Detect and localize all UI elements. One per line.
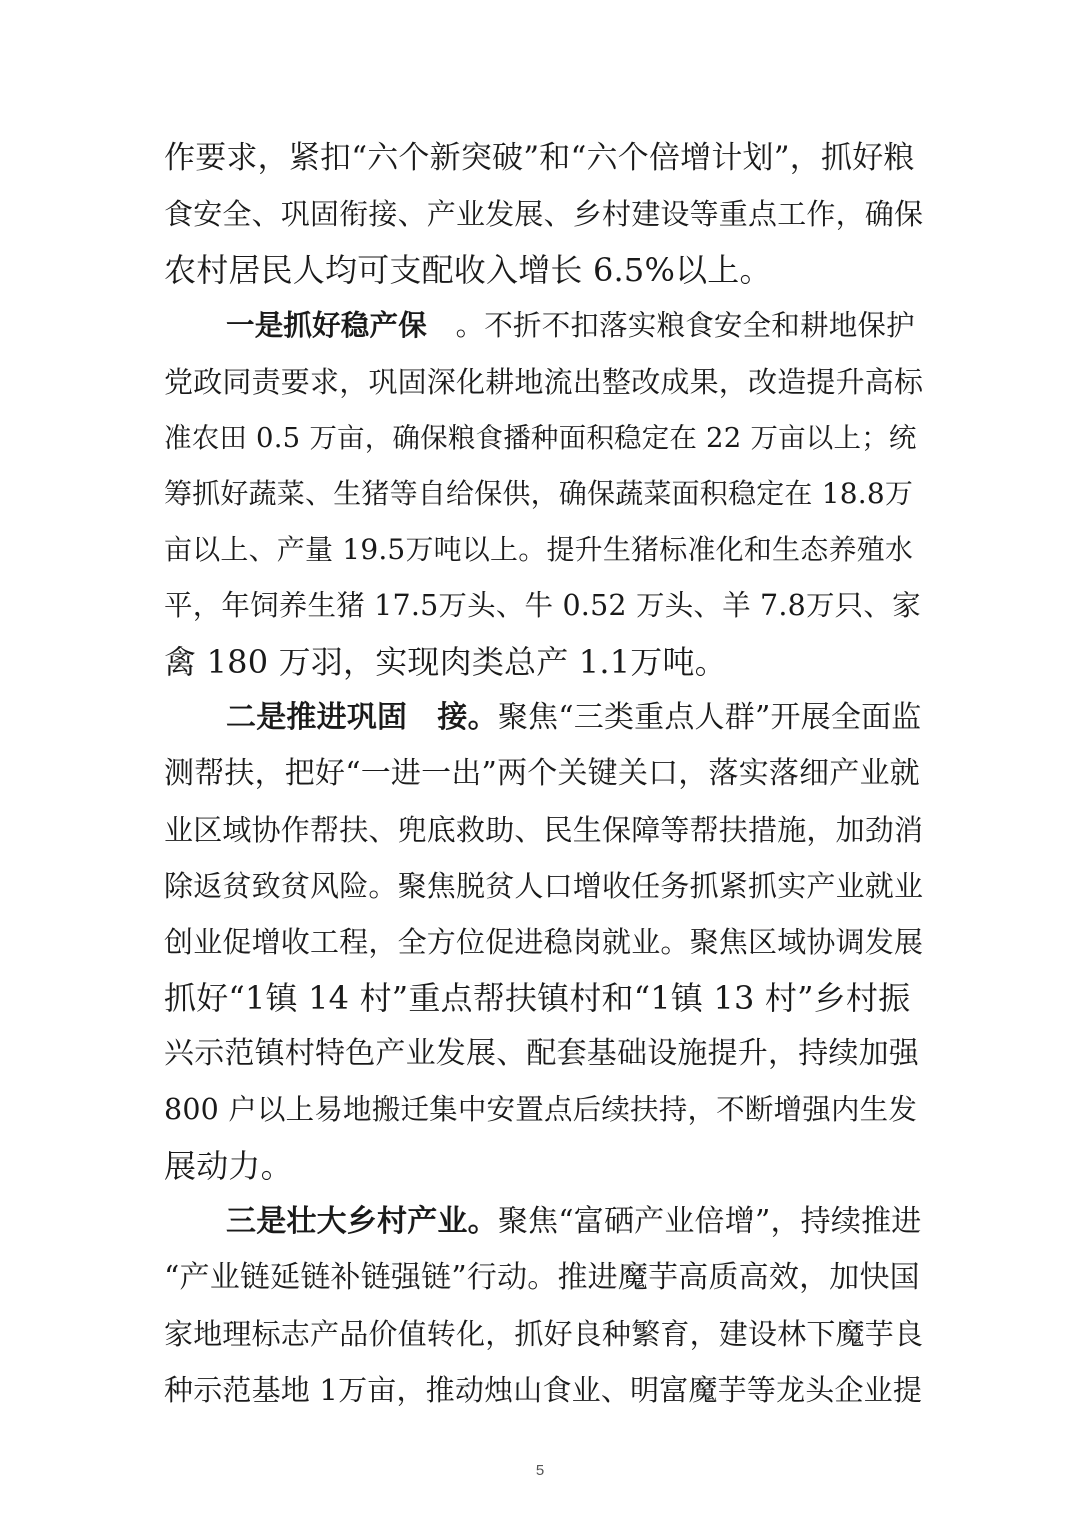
paragraph-heading: 一是抓好稳产保 xyxy=(226,309,456,342)
text-line: 亩以上、产量 19.5万吨以上。提升生猪标准化和生态养殖水 xyxy=(164,533,914,566)
text-line: 创业促增收工程，全方位促进稳岗就业。聚焦区域协调发展 xyxy=(164,925,924,959)
text-line: 筹抓好蔬菜、生猪等自给保供，确保蔬菜面积稳定在 18.8万 xyxy=(164,477,914,510)
text-line: 食安全、巩固衔接、产业发展、乡村建设等重点工作，确保 xyxy=(164,197,924,231)
text-line: 800 户以上易地搬迁集中安置点后续扶持，不断增强内生发 xyxy=(164,1093,918,1126)
text-line: 展动力。 xyxy=(164,1147,293,1185)
paragraph-text: 聚焦“富硒产业倍增”，持续推进 xyxy=(497,1204,922,1239)
text-line xyxy=(226,306,924,346)
paragraph-text: 。不折不扣落实粮食安全和耕地保护 xyxy=(455,309,915,342)
text-line: 业区域协作帮扶、兜底救助、民生保障等帮扶措施，加劲消 xyxy=(164,813,924,847)
text-line: “产业链延链补链强链”行动。推进魔芋高质高效，加快国 xyxy=(164,1260,920,1295)
text-line xyxy=(226,698,924,738)
text-line: 种示范基地 1万亩，推动烛山食业、明富魔芋等龙头企业提 xyxy=(164,1373,923,1407)
text-line: 平，年饲养生猪 17.5万头、牛 0.52 万头、羊 7.8万只、家 xyxy=(164,589,921,622)
text-line: 家地理标志产品价值转化，抓好良种繁育，建设林下魔芋良 xyxy=(164,1317,924,1351)
text-line: 除返贫致贫风险。聚焦脱贫人口增收任务抓紧抓实产业就业 xyxy=(164,869,924,903)
text-line: 抓好“1镇 14 村”重点帮扶镇村和“1镇 13 村”乡村振 xyxy=(164,979,911,1017)
paragraph-heading: 二是推进巩固 接。 xyxy=(226,700,498,735)
page-number: 5 xyxy=(535,1462,545,1479)
paragraph-heading: 三是壮大乡村产业。 xyxy=(226,1204,498,1239)
text-line: 作要求，紧扣“六个新突破”和“六个倍增计划”，抓好粮 xyxy=(164,140,915,176)
text-line: 测帮扶，把好“一进一出”两个关键关口，落实落细产业就 xyxy=(164,756,920,791)
paragraph-text: 聚焦“三类重点人群”开展全面监 xyxy=(497,700,922,735)
text-line: 农村居民人均可支配收入增长 6.5%以上。 xyxy=(164,251,772,289)
text-line: 准农田 0.5 万亩，确保粮食播种面积稳定在 22 万亩以上；统 xyxy=(164,422,917,454)
text-line: 党政同责要求，巩固深化耕地流出整改成果，改造提升高标 xyxy=(164,365,924,399)
text-line xyxy=(226,1202,924,1242)
text-line: 禽 180 万羽，实现肉类总产 1.1万吨。 xyxy=(164,643,727,681)
text-line: 兴示范镇村特色产业发展、配套基础设施提升，持续加强 xyxy=(164,1036,919,1071)
